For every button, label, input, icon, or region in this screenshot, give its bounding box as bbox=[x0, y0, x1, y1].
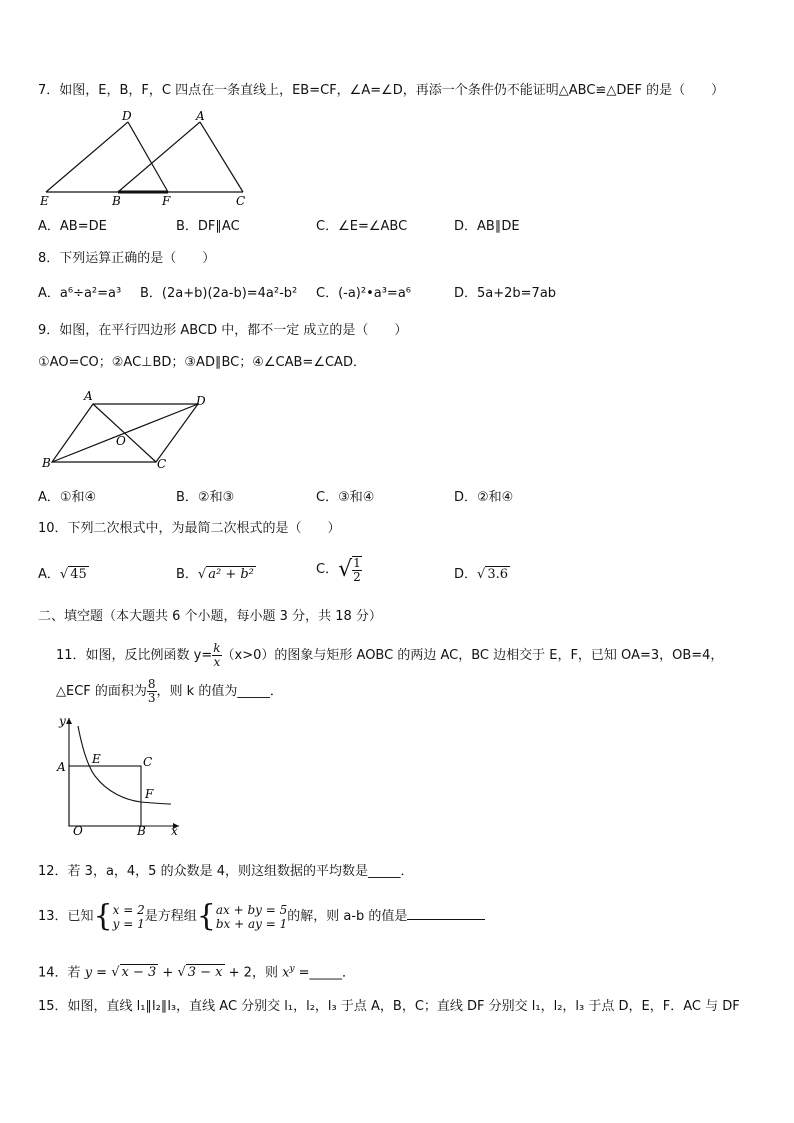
q10-option-d-prefix: D． bbox=[454, 567, 478, 582]
section-2-heading: 二、填空题（本大题共 6 个小题，每小题 3 分，共 18 分） bbox=[38, 609, 382, 624]
q10-option-a bbox=[38, 566, 89, 584]
q9-label-d: D bbox=[196, 394, 206, 408]
q11-label-x: x bbox=[171, 824, 178, 838]
q8-text: 8．下列运算正确的是（ ） bbox=[38, 251, 216, 266]
q9-label-o: O bbox=[116, 434, 126, 448]
q8-option-d: D．5a+2b=7ab bbox=[454, 286, 557, 301]
q7-figure bbox=[38, 108, 248, 208]
q8-option-a: A．a⁶÷a²=a³ bbox=[38, 286, 122, 301]
q11-label-b: B bbox=[137, 824, 146, 838]
q10-text: 10．下列二次根式中，为最简二次根式的是（ ） bbox=[38, 521, 341, 536]
q11-label-y: y bbox=[59, 714, 66, 728]
q9-figure bbox=[38, 388, 218, 473]
q10-option-b bbox=[176, 566, 256, 584]
q7-label-e: E bbox=[40, 194, 49, 208]
q7-option-c: C．∠E=∠ABC bbox=[316, 219, 408, 234]
q12-text: 12．若 3，a，4，5 的众数是 4，则这组数据的平均数是_____． bbox=[38, 864, 414, 879]
q10-option-d bbox=[454, 566, 510, 584]
q11-label-f: F bbox=[145, 787, 154, 801]
q8-option-b: B．(2a+b)(2a-b)=4a²-b² bbox=[140, 286, 298, 301]
q11-figure bbox=[55, 714, 185, 839]
q7-option-d: D．AB∥DE bbox=[454, 219, 520, 234]
q11-label-o: O bbox=[73, 824, 83, 838]
q11-line2: △ECF 的面积为 $\frac{8}{3}$ ，则 k 的值为_____． bbox=[56, 677, 283, 705]
q10-option-a-radical: √ 45 bbox=[59, 567, 87, 582]
q9-option-d: D．②和④ bbox=[454, 490, 514, 505]
q11-label-e: E bbox=[92, 752, 101, 766]
q9-option-a: A．①和④ bbox=[38, 490, 97, 505]
q10-option-b-prefix: B． bbox=[176, 567, 198, 582]
q10-option-c: C．√ $\frac{1}{2}$ bbox=[316, 556, 361, 584]
q7-text: 7．如图，E，B，F，C 四点在一条直线上，EB=CF，∠A=∠D，再添一个条件仍不能证明△ABC≌△DEF 的是（ ） bbox=[38, 83, 725, 98]
q7-option-a: A．AB=DE bbox=[38, 219, 107, 234]
q9-option-b: B．②和③ bbox=[176, 490, 235, 505]
q7-label-b: B bbox=[112, 194, 121, 208]
q8-option-c: C．(-a)²•a³=a⁶ bbox=[316, 286, 412, 301]
q9-text: 9．如图，在平行四边形 ABCD 中，都不一定 成立的是（ ） bbox=[38, 323, 408, 338]
q9-label-c: C bbox=[157, 457, 167, 471]
q9-label-a: A bbox=[84, 389, 93, 403]
q9-label-b: B bbox=[42, 456, 51, 470]
q11-line1: 11．如图，反比例函数 y= $\frac{k}{x}$ （x>0）的图象与矩形 AOBC 的两边 AC，BC 边相交于 E，F，已知 OA=3，OB=4， bbox=[56, 641, 724, 669]
q15-text: 15．如图，直线 l₁∥l₂∥l₃，直线 AC 分别交 l₁，l₂，l₃ 于点 A，B，C；直线 DF 分别交 l₁，l₂，l₃ 于点 D，E，F．AC 与 DF bbox=[38, 999, 740, 1014]
q7-option-b: B．DF∥AC bbox=[176, 219, 240, 234]
q7-label-c: C bbox=[236, 194, 246, 208]
q10-option-d-radical: √ 3.6 bbox=[477, 567, 508, 582]
q9-option-c: C．③和④ bbox=[316, 490, 375, 505]
q7-label-a: A bbox=[196, 109, 205, 123]
q10-option-b-radical: √ a² + b² bbox=[197, 567, 254, 582]
q13-line: 13．已知{ x = 2 y = 1 是方程组{ ax + by = 5 bx + ay = 1 的解，则 a-b 的值是 bbox=[38, 896, 485, 938]
q14-line: 14．若 y = √ x − 3 + √ 3 − x + 2，则 $x^y$ =_____． bbox=[38, 964, 356, 981]
q9-statements: ①AO=CO；②AC⊥BD；③AD∥BC；④∠CAB=∠CAD． bbox=[38, 355, 366, 370]
q7-label-d: D bbox=[122, 109, 132, 123]
q11-label-a: A bbox=[57, 760, 66, 774]
q10-option-c-prefix: C． bbox=[316, 562, 339, 577]
q10-option-a-prefix: A． bbox=[38, 567, 60, 582]
q11-label-c: C bbox=[143, 755, 153, 769]
q7-label-f: F bbox=[162, 194, 171, 208]
